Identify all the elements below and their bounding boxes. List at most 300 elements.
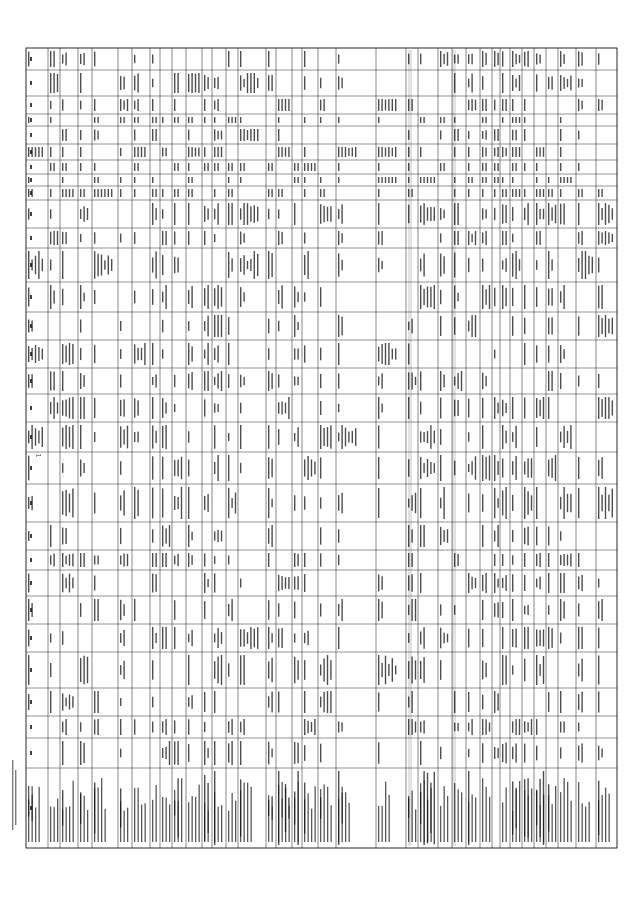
cell-text-mark (204, 163, 205, 171)
cell-text-mark (250, 73, 251, 93)
cell-text-mark (207, 163, 208, 171)
cell-text-mark (482, 285, 483, 309)
cell-text-mark (72, 189, 73, 197)
cell-text-mark (28, 319, 29, 332)
cell-text-mark (268, 553, 269, 567)
cell-text-mark (271, 253, 272, 277)
cell-text-mark (519, 55, 520, 63)
cell-text-mark (62, 631, 63, 645)
cell-text-mark (420, 722, 421, 733)
cell-text-mark (314, 462, 315, 475)
row-title-text (447, 796, 448, 842)
cell-text-mark (50, 663, 51, 677)
row-title-text (84, 796, 85, 842)
cell-text-mark (217, 455, 218, 481)
cell-text-mark (381, 373, 382, 388)
cell-text-mark (512, 189, 513, 197)
cell-text-mark (28, 630, 29, 647)
cell-text-mark (415, 660, 416, 679)
cell-text-mark (423, 117, 424, 123)
cell-text-mark (341, 599, 342, 621)
cell-text-mark (152, 721, 153, 732)
cell-text-mark (191, 695, 192, 709)
cell-text-mark (482, 76, 483, 90)
cell-text-mark (551, 207, 552, 220)
cell-text-mark (165, 747, 166, 759)
cell-text-mark (420, 661, 421, 679)
cell-text-mark (601, 599, 602, 621)
cell-text-mark (482, 259, 483, 272)
cell-text-mark (502, 400, 503, 417)
cell-text-mark (543, 656, 544, 684)
cell-text-mark (53, 397, 54, 419)
cell-text-mark (581, 627, 582, 649)
cell-text-mark (388, 99, 389, 111)
row-title-text (308, 793, 309, 842)
cell-text-mark (505, 743, 506, 764)
cell-text-mark (247, 130, 248, 140)
row-title-text (482, 778, 483, 842)
cell-text-mark (330, 425, 331, 448)
row-title-text (282, 782, 283, 842)
cell-text-mark (581, 189, 582, 197)
cell-text-mark (69, 494, 70, 513)
cell-text-mark (294, 633, 295, 642)
cell-text-mark (512, 253, 513, 276)
cell-text-mark (482, 163, 483, 171)
cell-text-mark (548, 203, 549, 225)
row-title-text (567, 782, 568, 842)
cell-text-mark (502, 189, 503, 197)
cell-text-mark (515, 456, 516, 480)
cell-text-mark (94, 493, 95, 514)
cell-text-mark (578, 457, 579, 479)
cell-text-mark (601, 495, 602, 512)
cell-text-mark (278, 603, 279, 616)
cell-text-mark (468, 100, 469, 110)
cell-text-mark (243, 129, 244, 141)
cell-text-mark (512, 721, 513, 732)
column-number-mark (30, 636, 32, 640)
cell-text-mark (494, 163, 495, 171)
cell-text-mark (527, 491, 528, 515)
cell-text-mark (174, 375, 175, 387)
row-title-text (468, 802, 469, 842)
cell-text-mark (512, 555, 513, 564)
cell-text-mark (65, 163, 66, 171)
cell-text-mark (381, 344, 382, 364)
cell-text-mark (457, 203, 458, 225)
cell-text-mark (94, 345, 95, 363)
cell-text-mark (601, 100, 602, 110)
cell-text-mark (543, 629, 544, 646)
cell-text-mark (527, 203, 528, 225)
cell-text-mark (385, 177, 386, 183)
cell-text-mark (191, 73, 192, 93)
cell-text-mark (28, 531, 29, 541)
cell-text-mark (527, 527, 528, 546)
row-title-text (585, 807, 586, 842)
cell-text-mark (485, 376, 486, 386)
cell-text-mark (271, 189, 272, 197)
cell-text-mark (519, 189, 520, 197)
cell-text-mark (228, 433, 229, 441)
cell-text-mark (341, 78, 342, 89)
row-title-text (240, 790, 241, 842)
row-title-text (69, 806, 70, 842)
cell-text-mark (134, 599, 135, 621)
cell-text-mark (214, 101, 215, 110)
cell-text-mark (468, 147, 469, 157)
cell-text-mark (378, 147, 379, 157)
row-title-text (548, 795, 549, 842)
cell-text-mark (307, 456, 308, 480)
cell-text-mark (440, 455, 441, 481)
cell-text-mark (62, 741, 63, 765)
cell-text-mark (62, 147, 63, 157)
cell-text-mark (531, 495, 532, 510)
cell-text-mark (53, 73, 54, 93)
cell-text-mark (214, 691, 215, 713)
cell-text-mark (87, 208, 88, 220)
cell-text-mark (177, 497, 178, 509)
cell-text-mark (28, 599, 29, 621)
cell-text-mark (420, 259, 421, 272)
cell-text-mark (378, 377, 379, 386)
cell-text-mark (482, 117, 483, 123)
cell-text-mark (420, 117, 421, 123)
cell-text-mark (80, 425, 81, 449)
row-title-text (524, 790, 525, 842)
row-title-text (94, 788, 95, 842)
cell-text-mark (515, 426, 516, 448)
cell-text-mark (434, 207, 435, 221)
cell-text-mark (214, 209, 215, 220)
cell-text-mark (228, 488, 229, 518)
row-title-text (204, 803, 205, 842)
cell-text-mark (482, 629, 483, 647)
cell-text-mark (457, 129, 458, 141)
cell-text-mark (539, 189, 540, 197)
cell-text-mark (188, 459, 189, 476)
row-title-text (385, 782, 386, 842)
cell-text-mark (188, 374, 189, 389)
cell-text-mark (188, 130, 189, 141)
row-title-text (208, 811, 209, 842)
cell-text-mark (515, 189, 516, 197)
cell-text-mark (515, 79, 516, 88)
cell-text-mark (165, 425, 166, 449)
cell-text-mark (578, 603, 579, 616)
cell-text-mark (608, 495, 609, 512)
cell-text-mark (294, 433, 295, 441)
cell-text-mark (204, 321, 205, 331)
cell-text-mark (65, 490, 66, 516)
cell-text-mark (94, 117, 95, 123)
cell-text-mark (123, 604, 124, 616)
cell-text-mark (268, 163, 269, 171)
cell-text-mark (475, 231, 476, 245)
cell-text-mark (468, 231, 469, 245)
cell-text-mark (598, 691, 599, 712)
cell-text-mark (338, 147, 339, 157)
cell-text-mark (338, 315, 339, 337)
cell-text-mark (165, 627, 166, 649)
cell-text-mark (271, 459, 272, 478)
cell-text-mark (134, 101, 135, 110)
cell-text-mark (62, 163, 63, 171)
cell-text-mark (155, 208, 156, 220)
cell-text-mark (94, 52, 95, 67)
cell-text-mark (243, 655, 244, 685)
cell-text-mark (612, 489, 613, 518)
cell-text-mark (381, 663, 382, 677)
cell-text-mark (502, 602, 503, 618)
cell-text-mark (65, 556, 66, 565)
column-number-mark (30, 558, 32, 562)
row-title-text (486, 787, 487, 842)
cell-text-mark (97, 254, 98, 277)
cell-text-mark (214, 348, 215, 360)
cell-text-mark (341, 425, 342, 449)
cell-text-mark (502, 655, 503, 685)
cell-text-mark (457, 54, 458, 63)
cell-text-mark (494, 573, 495, 593)
cell-text-mark (80, 130, 81, 140)
cell-text-mark (485, 573, 486, 593)
cell-text-mark (457, 723, 458, 731)
cell-text-mark (162, 526, 163, 547)
cell-text-mark (165, 285, 166, 309)
cell-text-mark (304, 163, 305, 171)
cell-text-mark (563, 554, 564, 566)
cell-text-mark (471, 315, 472, 337)
cell-text-mark (378, 655, 379, 685)
cell-text-mark (28, 431, 29, 444)
cell-text-mark (327, 427, 328, 447)
cell-text-mark (524, 606, 525, 615)
cell-text-mark (243, 233, 244, 242)
cell-text-mark (162, 117, 163, 123)
cell-text-mark (65, 400, 66, 417)
cell-text-mark (257, 207, 258, 222)
cell-text-mark (430, 287, 431, 307)
cell-text-mark (217, 657, 218, 684)
cell-text-mark (188, 487, 189, 519)
cell-text-mark (519, 75, 520, 91)
cell-text-mark (123, 661, 124, 679)
cell-text-mark (155, 117, 156, 123)
cell-text-mark (134, 76, 135, 91)
cell-text-mark (285, 147, 286, 156)
cell-text-mark (563, 177, 564, 183)
cell-text-mark (443, 487, 444, 519)
cell-text-mark (524, 189, 525, 197)
cell-text-mark (268, 600, 269, 620)
cell-text-mark (152, 397, 153, 419)
cell-text-mark (94, 599, 95, 621)
cell-text-mark (97, 556, 98, 565)
cell-text-mark (177, 741, 178, 765)
cell-text-mark (217, 285, 218, 309)
cell-text-mark (155, 189, 156, 197)
cell-text-mark (271, 658, 272, 683)
row-title-text (138, 788, 139, 842)
margin-note (12, 760, 13, 830)
cell-text-mark (560, 147, 561, 157)
cell-text-mark (28, 346, 29, 362)
cell-text-mark (457, 293, 458, 302)
cell-text-mark (524, 721, 525, 732)
cell-text-mark (581, 575, 582, 591)
cell-text-mark (494, 747, 495, 759)
cell-text-mark (320, 664, 321, 675)
cell-text-mark (231, 741, 232, 765)
cell-text-mark (440, 371, 441, 391)
cell-text-mark (231, 599, 232, 621)
cell-text-mark (512, 495, 513, 511)
cell-text-mark (174, 203, 175, 225)
cell-text-mark (420, 741, 421, 765)
cell-text-mark (378, 99, 379, 111)
cell-text-mark (320, 117, 321, 123)
cell-text-mark (320, 100, 321, 111)
cell-text-mark (578, 488, 579, 518)
cell-text-mark (605, 315, 606, 337)
cell-text-mark (608, 397, 609, 419)
cell-text-mark (381, 231, 382, 245)
cell-text-mark (94, 129, 95, 140)
cell-text-mark (471, 74, 472, 93)
cell-text-mark (188, 231, 189, 245)
cell-text-mark (311, 459, 312, 476)
cell-text-mark (134, 232, 135, 244)
cell-text-mark (502, 177, 503, 183)
cell-text-mark (50, 371, 51, 390)
cell-text-mark (72, 488, 73, 517)
cell-text-mark (162, 488, 163, 517)
column-number-mark (30, 263, 32, 267)
cell-text-mark (581, 251, 582, 279)
row-title-text (605, 788, 606, 842)
cell-text-mark (174, 556, 175, 565)
cell-text-mark (563, 285, 564, 309)
cell-text-mark (188, 744, 189, 762)
cell-text-mark (162, 320, 163, 332)
cell-text-mark (378, 575, 379, 592)
cell-text-mark (72, 554, 73, 567)
cell-text-mark (327, 655, 328, 685)
cell-text-mark (297, 163, 298, 171)
cell-text-mark (162, 426, 163, 448)
cell-text-mark (62, 54, 63, 63)
cell-text-mark (378, 457, 379, 479)
cell-text-mark (505, 431, 506, 444)
row-title-text (408, 796, 409, 842)
cell-text-mark (502, 491, 503, 516)
cell-text-mark (468, 54, 469, 64)
cell-text-mark (120, 349, 121, 359)
column-number-mark (30, 133, 32, 137)
cell-text-mark (601, 208, 602, 220)
cell-text-mark (388, 343, 389, 365)
cell-text-mark (243, 719, 244, 735)
cell-text-mark (42, 427, 43, 447)
cell-text-mark (304, 292, 305, 301)
cell-text-mark (120, 719, 121, 735)
cell-text-mark (482, 373, 483, 390)
cell-text-mark (494, 397, 495, 419)
cell-text-mark (341, 204, 342, 223)
row-title-text (278, 785, 279, 842)
cell-text-mark (228, 743, 229, 762)
cell-text-mark (204, 496, 205, 510)
cell-text-mark (221, 131, 222, 140)
cell-text-mark (204, 553, 205, 566)
cell-text-mark (278, 374, 279, 387)
cell-text-mark (381, 147, 382, 157)
cell-text-mark (497, 525, 498, 547)
row-title-text (338, 799, 339, 842)
cell-text-mark (214, 117, 215, 123)
cell-text-mark (524, 553, 525, 567)
cell-text-mark (423, 289, 424, 305)
cell-text-mark (330, 660, 331, 680)
cell-text-mark (120, 749, 121, 758)
cell-text-mark (162, 627, 163, 649)
cell-text-mark (174, 257, 175, 273)
cell-text-mark (536, 655, 537, 685)
cell-text-mark (323, 692, 324, 713)
cell-text-mark (578, 745, 579, 760)
cell-text-mark (601, 285, 602, 309)
cell-text-mark (388, 177, 389, 183)
cell-text-mark (505, 189, 506, 197)
cell-text-mark (165, 528, 166, 543)
cell-text-mark (560, 373, 561, 389)
cell-text-mark (485, 209, 486, 218)
cell-text-mark (257, 129, 258, 141)
cell-text-mark (468, 432, 469, 441)
cell-text-mark (512, 665, 513, 674)
cell-text-mark (560, 51, 561, 67)
cell-text-mark (214, 462, 215, 474)
cell-text-mark (137, 99, 138, 111)
cell-text-mark (497, 602, 498, 617)
cell-text-mark (80, 189, 81, 197)
cell-text-mark (120, 189, 121, 197)
row-title-text (324, 784, 325, 842)
cell-text-mark (578, 664, 579, 677)
cell-text-mark (471, 461, 472, 475)
cell-text-mark (378, 347, 379, 362)
cell-text-mark (323, 189, 324, 197)
cell-text-mark (268, 319, 269, 334)
cell-text-mark (471, 719, 472, 735)
cell-text-mark (97, 599, 98, 621)
cell-text-mark (323, 206, 324, 222)
cell-text-mark (152, 129, 153, 141)
cell-text-mark (120, 633, 121, 643)
cell-text-mark (605, 203, 606, 225)
cell-text-mark (381, 576, 382, 589)
cell-text-mark (69, 694, 70, 709)
cell-text-mark (395, 348, 396, 359)
cell-text-mark (434, 772, 435, 844)
cell-text-mark (307, 721, 308, 733)
cell-text-mark (65, 425, 66, 449)
column-number-mark (30, 608, 32, 612)
